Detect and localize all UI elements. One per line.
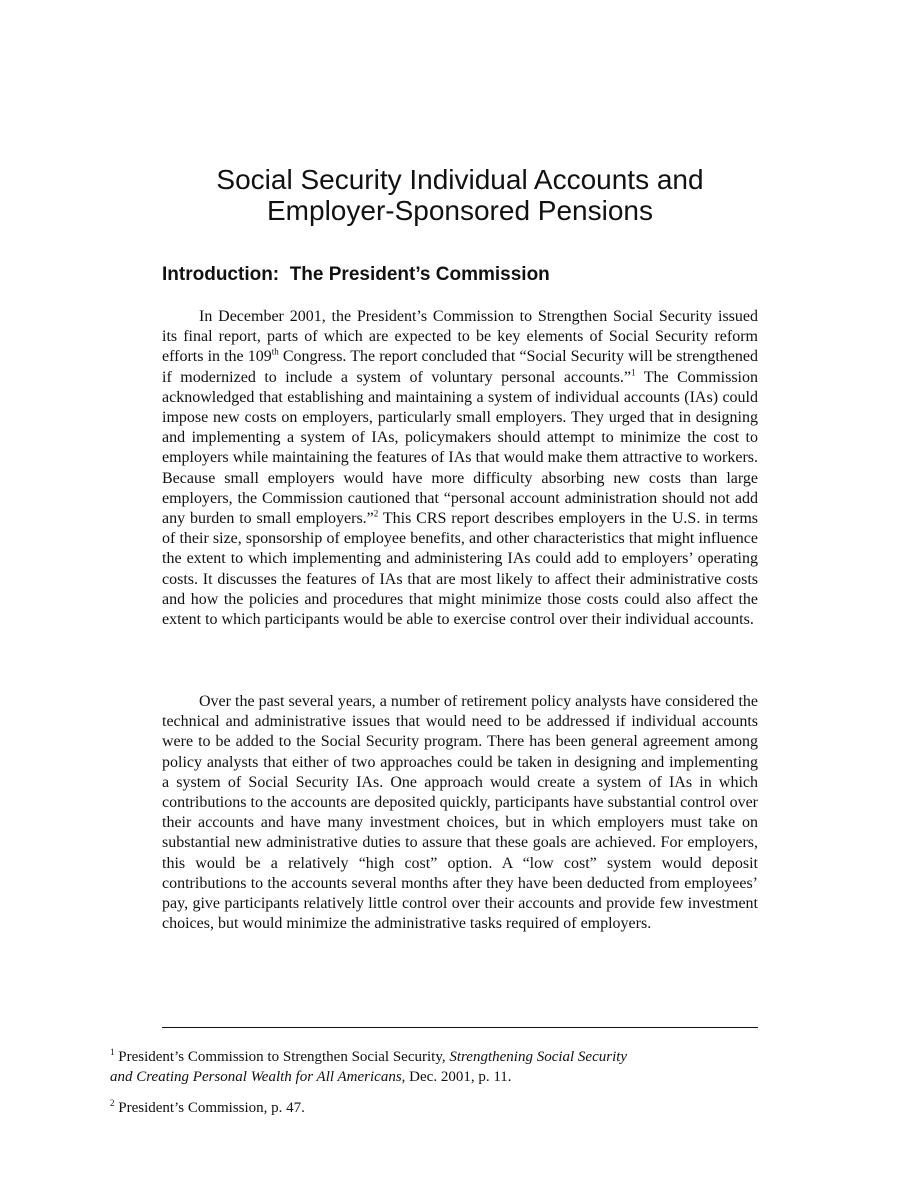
footnote-2-text: President’s Commission, p. 47.: [114, 1100, 305, 1116]
footnote-2-marker: 2: [110, 1098, 115, 1108]
paragraph-1-text-c: The Commission acknowledged that establishing and maintaining a system of individual accounts (IAs) could impose new costs on employers, particularly small employers. They urged that in designing and implementing a system of IAs, policymakers should attempt to minimize the cost to employers while maintaining the features of IAs that would make them attractive to workers. Because small employers would have more difficulty absorbing new costs than large employers, the Commission cautioned that “personal account administration should not add any burden to small employers.”: [162, 368, 758, 528]
footnote-ref-1[interactable]: 1: [630, 367, 636, 378]
footnote-1-lead: President’s Commission to Strengthen Social Security,: [114, 1049, 450, 1065]
footnote-1-tail: , Dec. 2001, p. 11.: [401, 1069, 512, 1085]
paragraph-1: [162, 307, 758, 630]
ordinal-superscript: th: [271, 347, 279, 358]
title-line-1: Social Security Individual Accounts and: [216, 164, 704, 195]
paragraph-1-text-b: Congress. The report concluded that “Social Security will be strengthened if modernized to include a system of voluntary personal accounts.”: [162, 348, 758, 386]
section-heading: Introduction: The President’s Commission: [162, 264, 550, 285]
document-title: [0, 164, 920, 226]
footnote-divider: [162, 1027, 758, 1028]
paragraph-1-text-a: In December 2001, the President’s Commission to Strengthen Social Security issued its final report, parts of which are expected to be key elements of Social Security reform efforts in the 109: [162, 308, 758, 366]
title-line-2: Employer-Sponsored Pensions: [267, 195, 653, 226]
footnote-1-title-part-1: Strengthening Social Security: [449, 1049, 628, 1065]
footnote-1-title-part-2: and Creating Personal Wealth for All Americans: [110, 1069, 402, 1085]
paragraph-2: Over the past several years, a number of retirement policy analysts have considered the technical and administrative issues that would need to be addressed if individual accounts were to be added to the Social Security program. There has been general agreement among policy analysts that either of two approaches could be taken in designing and implementing a system of Social Security IAs. One approach would create a system of IAs in which contributions to the accounts are deposited quickly, participants have substantial control over their accounts and have many investment choices, but in which employers must take on substantial new administrative duties to assure that these goals are achieved. For employers, this would be a relatively “high cost” option. A “low cost” system would deposit contributions to the accounts several months after they have been deducted from employees’ pay, give participants relatively little control over their accounts and provide few investment choices, but would minimize the administrative tasks required of employers.: [162, 693, 758, 933]
footnote-ref-2[interactable]: 2: [373, 508, 379, 519]
footnote-1: [110, 1047, 730, 1087]
footnote-2: [110, 1098, 730, 1118]
footnote-1-marker: 1: [110, 1047, 115, 1057]
paragraph-1-text-d: This CRS report describes employers in the U.S. in terms of their size, sponsorship of employee benefits, and other characteristics that might influence the extent to which implementing and administering IAs could add to employers’ operating costs. It discusses the features of IAs that are most likely to affect their administrative costs and how the policies and procedures that might minimize those costs could also affect the extent to which participants would be able to exercise control over their individual accounts.: [162, 510, 759, 629]
